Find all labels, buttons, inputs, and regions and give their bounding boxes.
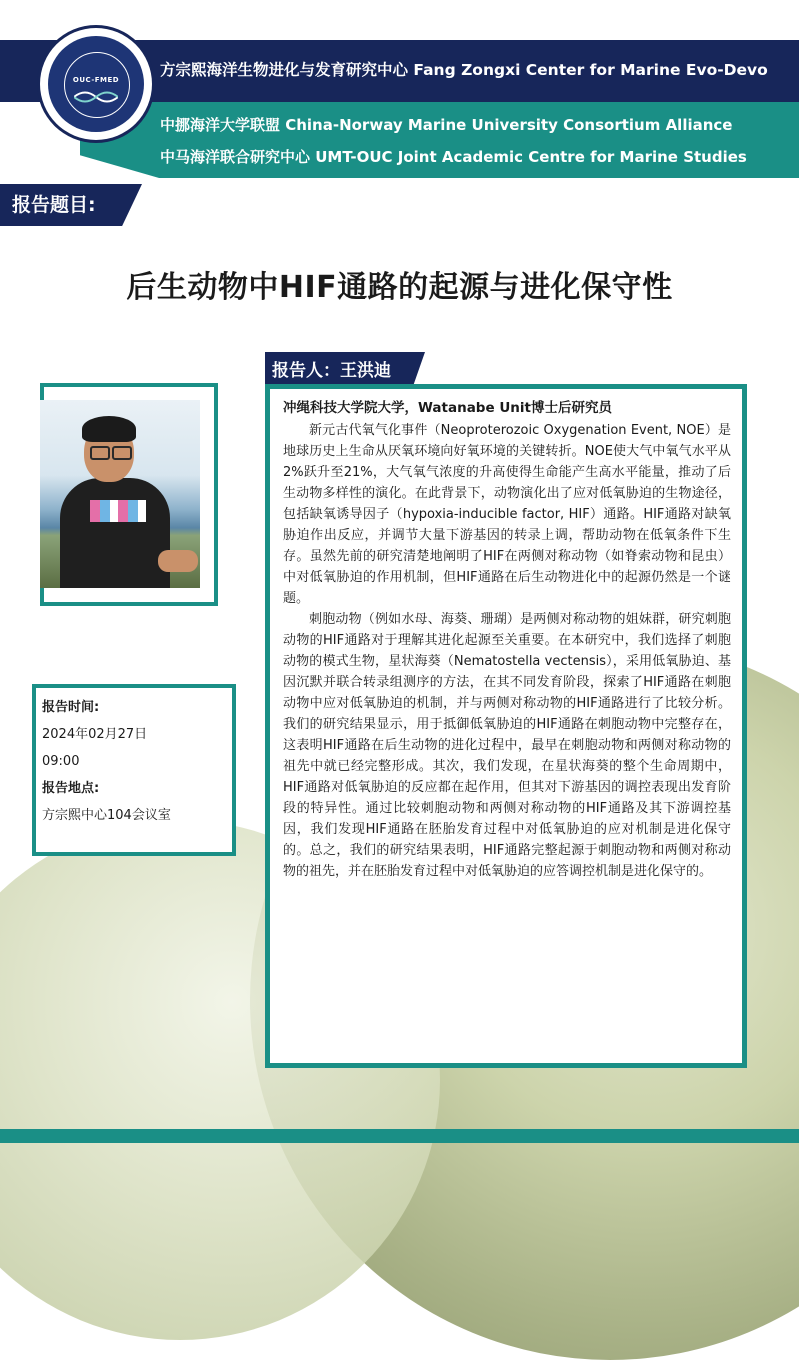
talk-date: 2024年02月27日 [42,727,148,742]
speaker-label: 报告人：王洪迪 [272,361,391,381]
logo-inner-disc [48,36,144,132]
talk-time: 09:00 [42,754,80,769]
photo-glasses-left [90,446,110,460]
photo-shirt [60,478,170,588]
photo-hair [82,416,136,442]
talk-title: 后生动物中HIF通路的起源与进化保守性 [126,270,673,305]
dna-helix-icon [74,88,118,106]
time-label: 报告时间: [42,700,100,715]
alliance-line: 中挪海洋大学联盟 China-Norway Marine University Consortium Alliance [160,116,733,134]
photo-shirt-print [90,500,146,522]
speaker-affiliation: 冲绳科技大学院大学，Watanabe Unit博士后研究员 [283,400,612,416]
location-label: 报告地点: [42,781,100,796]
speaker-photo [40,400,200,588]
talk-location: 方宗熙中心104会议室 [42,808,171,823]
logo-text: OUC-FMED [72,76,120,84]
topic-label: 报告题目: [12,194,96,216]
logo-ring [64,52,130,118]
talk-info [42,694,171,829]
photo-arm [158,550,198,572]
joint-centre-line: 中马海洋联合研究中心 UMT-OUC Joint Academic Centre for Marine Studies [160,148,747,166]
abstract-paragraph-2: 刺胞动物（例如水母、海葵、珊瑚）是两侧对称动物的姐妹群，研究刺胞动物的HIF通路对于理解其进化起源至关重要。在本研究中，我们选择了刺胞动物的模式生物，星状海葵（Nematostella vectensis），采用低氧胁迫、基因沉默并联合转录组测序的方法，在其不同发育阶段，探索了HIF通路在刺胞动物中应对低氧胁迫的机制，并与两侧对称动物的HIF通路进行了比较分析。我们的研究结果显示，用于抵御低氧胁迫的HIF通路在刺胞动物中完整存在，这表明HIF通路在后生动物的进化过程中，最早在刺胞动物和两侧对称动物的祖先中就已经完整形成。其次，我们发现，在星状海葵的整个生命周期中，HIF通路对低氧胁迫的反应都在起作用，但其对下游基因的调控表现出发育阶段的特异性。通过比较刺胞动物和两侧对称动物的HIF通路及其下游调控基因，我们发现HIF通路在胚胎发育过程中对低氧胁迫的应对机制是进化保守的。总之，我们的研究结果表明，HIF通路完整起源于刺胞动物和两侧对称动物的祖先，并在胚胎发育过程中对低氧胁迫的应答调控机制是进化保守的。 [283,612,731,879]
photo-glasses-right [112,446,132,460]
footer-bar [0,1129,799,1143]
logo-emblem [40,28,152,140]
center-name-line: 方宗熙海洋生物进化与发育研究中心 Fang Zongxi Center for Marine Evo-Devo [160,61,768,79]
abstract-paragraph-1: 新元古代氧气化事件（Neoproterozoic Oxygenation Event, NOE）是地球历史上生命从厌氧环境向好氧环境的关键转折。NOE使大气中氧气水平从2%跃升至21%，大气氧气浓度的升高使得生命能产生高水平能量，推动了后生动物多样性的演化。在此背景下，动物演化出了应对低氧胁迫的生物途径，包括缺氧诱导因子（hypoxia-inducible factor, HIF）通路。HIF通路对缺氧胁迫作出反应，并调节大量下游基因的转录上调，帮助动物在低氧条件下生存。虽然先前的研究清楚地阐明了HIF在两侧对称动物（如脊索动物和昆虫）中对低氧胁迫的作用机制，但HIF通路在后生动物进化中的起源仍然是一个谜题。 [283,423,731,606]
abstract-content [283,398,731,882]
